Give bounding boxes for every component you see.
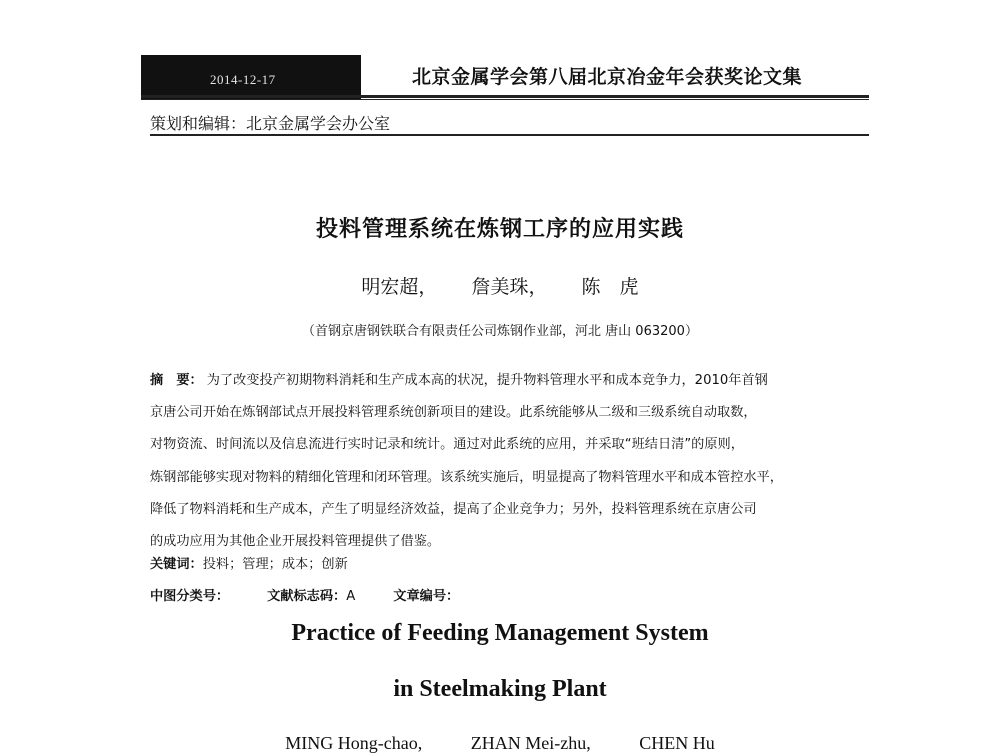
abstract [150, 365, 872, 558]
paper-title-en-line1: Practice of Feeding Management System [291, 620, 709, 646]
doc-code-value: A [346, 589, 356, 604]
authors-cn [0, 272, 1000, 299]
abstract-line: 摘 要： 为了改变投产初期物料消耗和生产成本高的状况，提升物料管理水平和成本竞争力，2010年首钢 [150, 373, 768, 388]
abstract-label: 摘 要： [150, 373, 203, 388]
author-cn: 陈 虎 [581, 276, 639, 298]
abstract-line: 对物资流、时间流以及信息流进行实时记录和统计。通过对此系统的应用，并采取“班结日清”的原则， [150, 437, 744, 453]
clc-label: 中图分类号： [150, 589, 230, 604]
author-cn: 明宏超， [361, 276, 438, 298]
affiliation: （首钢京唐钢铁联合有限责任公司炼钢作业部，河北 唐山 063200） [302, 324, 698, 339]
header-date: 2014-12-17 [210, 72, 276, 87]
author-en: CHEN Hu [639, 733, 715, 753]
authors-en [0, 733, 1000, 754]
editor-line: 策划和编辑：北京金属学会办公室 [150, 114, 391, 133]
author-cn: 詹美珠， [471, 276, 548, 298]
classification-line [150, 585, 459, 604]
keywords-value: 投料；管理；成本；创新 [202, 557, 348, 572]
paper-title-en-line2: in Steelmaking Plant [393, 676, 607, 702]
author-en: MING Hong-chao, [285, 733, 423, 753]
abstract-line: 炼钢部能够实现对物料的精细化管理和闭环管理。该系统实施后，明显提高了物料管理水平和成本管控水平， [150, 469, 783, 485]
editor-rule [150, 134, 869, 136]
journal-title: 北京金属学会第八届北京冶金年会获奖论文集 [412, 66, 803, 88]
article-no-label: 文章编号： [393, 589, 460, 604]
author-en: ZHAN Mei-zhu, [470, 733, 591, 753]
paper-title-cn: 投料管理系统在炼钢工序的应用实践 [315, 217, 684, 242]
keywords [150, 553, 348, 572]
abstract-line: 京唐公司开始在炼钢部试点开展投料管理系统创新项目的建设。此系统能够从二级和三级系统自动取数， [150, 405, 757, 421]
header-rule-thin [141, 99, 869, 100]
keywords-label: 关键词： [150, 557, 203, 572]
abstract-line: 降低了物料消耗和生产成本，产生了明显经济效益，提高了企业竞争力；另外，投料管理系统在京唐公司 [150, 501, 757, 517]
header-rule [141, 95, 869, 98]
abstract-line: 的成功应用为其他企业开展投料管理提供了借鉴。 [150, 534, 441, 550]
doc-code-label: 文献标志码： [267, 589, 347, 604]
